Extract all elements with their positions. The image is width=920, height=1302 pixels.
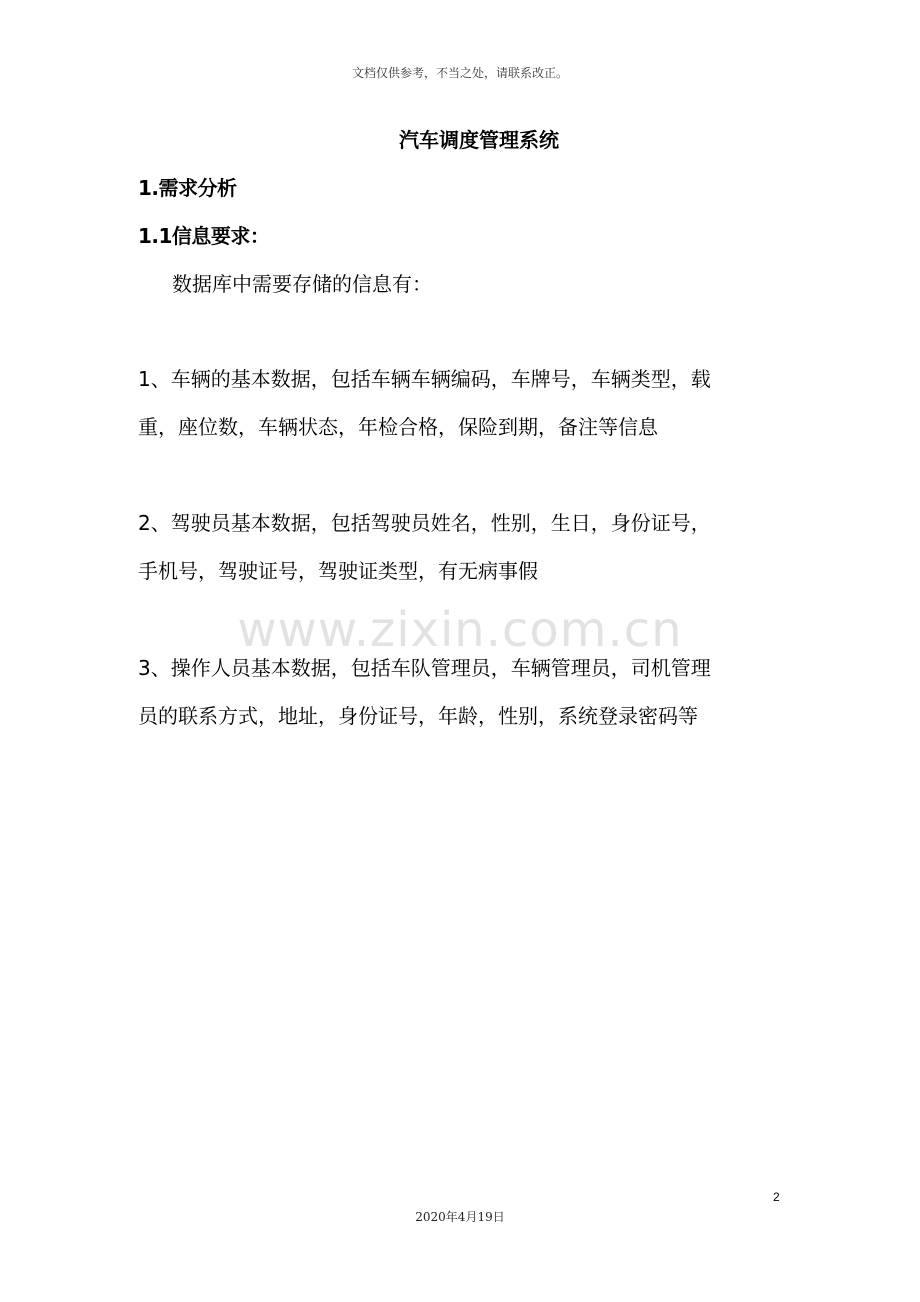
list-item-line: 2、驾驶员基本数据，包括驾驶员姓名，性别，生日，身份证号， — [138, 511, 711, 535]
list-item-operator-data — [138, 644, 778, 740]
list-item-line: 重，座位数，车辆状态，年检合格，保险到期，备注等信息 — [138, 415, 658, 439]
section-heading-information-requirements: 1.1信息要求： — [138, 224, 270, 248]
section-heading-requirements-analysis: 1.需求分析 — [138, 176, 237, 200]
list-item-line: 手机号，驾驶证号，驾驶证类型，有无病事假 — [138, 559, 538, 583]
watermark: www.zixin.com.cn — [237, 602, 683, 658]
list-item-line: 员的联系方式，地址，身份证号，年龄，性别，系统登录密码等 — [138, 704, 698, 728]
list-item-vehicle-data — [138, 355, 778, 451]
document-title: 汽车调度管理系统 — [399, 128, 559, 152]
list-item-driver-data — [138, 499, 778, 595]
list-item-line: 1、车辆的基本数据，包括车辆车辆编码，车牌号，车辆类型，载 — [138, 367, 711, 391]
page-number: 2 — [773, 1190, 780, 1204]
header-note: 文档仅供参考，不当之处，请联系改正。 — [351, 66, 568, 80]
footer-date: 2020年4月19日 — [415, 1210, 505, 1224]
intro-paragraph: 数据库中需要存储的信息有： — [172, 272, 432, 296]
list-item-line: 3、操作人员基本数据，包括车队管理员，车辆管理员，司机管理 — [138, 656, 711, 680]
